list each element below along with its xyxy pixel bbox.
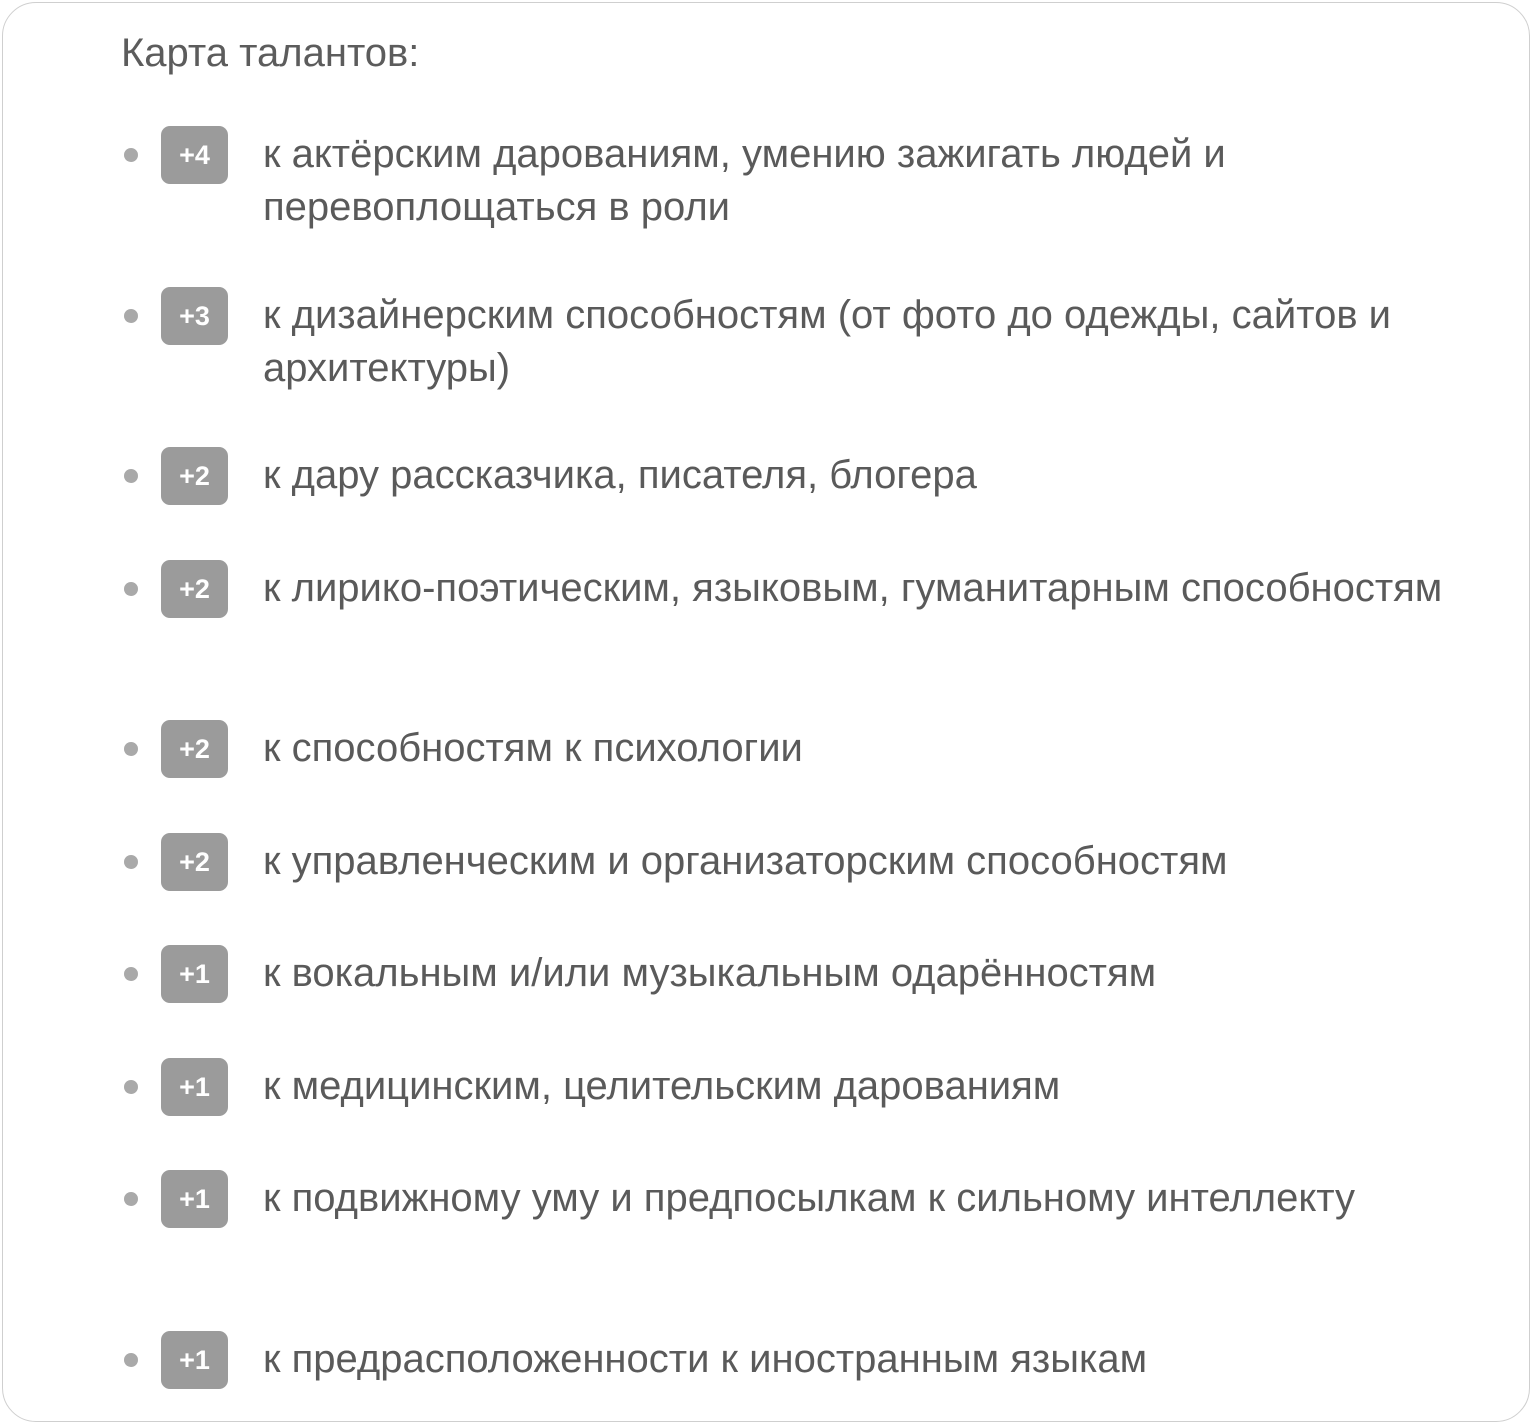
- list-item-text: к лирико-поэтическим, языковым, гуманитарным способностям: [263, 566, 1443, 610]
- talent-map-card: [2, 2, 1530, 1422]
- bullet-icon: [124, 582, 138, 596]
- list-item-text: к медицинским, целительским дарованиям: [263, 1064, 1061, 1108]
- list-item-text: к предрасположенности к иностранным языкам: [263, 1337, 1148, 1381]
- list-item-text: к подвижному уму и предпосылкам к сильному интеллекту: [263, 1176, 1356, 1220]
- bullet-icon: [124, 742, 138, 756]
- bullet-icon: [124, 469, 138, 483]
- score-badge: +2: [161, 720, 228, 778]
- list-item-text: к вокальным и/или музыкальным одарённостям: [263, 951, 1157, 995]
- list-item-text: к актёрским дарованиям, умению зажигать людей и перевоплощаться в роли: [263, 132, 1226, 229]
- score-badge: +1: [161, 1058, 228, 1116]
- score-badge: +2: [161, 447, 228, 505]
- bullet-icon: [124, 967, 138, 981]
- list-item-text: к способностям к психологии: [263, 726, 803, 770]
- list-item-text: к дизайнерским способностям (от фото до одежды, сайтов и архитектуры): [263, 293, 1392, 390]
- score-badge: +2: [161, 560, 228, 618]
- bullet-icon: [124, 1080, 138, 1094]
- bullet-icon: [124, 1353, 138, 1367]
- bullet-icon: [124, 855, 138, 869]
- list-item-text: к дару рассказчика, писателя, блогера: [263, 453, 977, 497]
- score-badge: +4: [161, 126, 228, 184]
- list-item-text: к управленческим и организаторским способностям: [263, 839, 1228, 883]
- page-title: Карта талантов:: [121, 31, 420, 75]
- bullet-icon: [124, 148, 138, 162]
- score-badge: +1: [161, 1170, 228, 1228]
- bullet-icon: [124, 309, 138, 323]
- bullet-icon: [124, 1192, 138, 1206]
- score-badge: +1: [161, 1331, 228, 1389]
- talent-list: [3, 3, 1529, 1421]
- score-badge: +2: [161, 833, 228, 891]
- score-badge: +3: [161, 287, 228, 345]
- score-badge: +1: [161, 945, 228, 1003]
